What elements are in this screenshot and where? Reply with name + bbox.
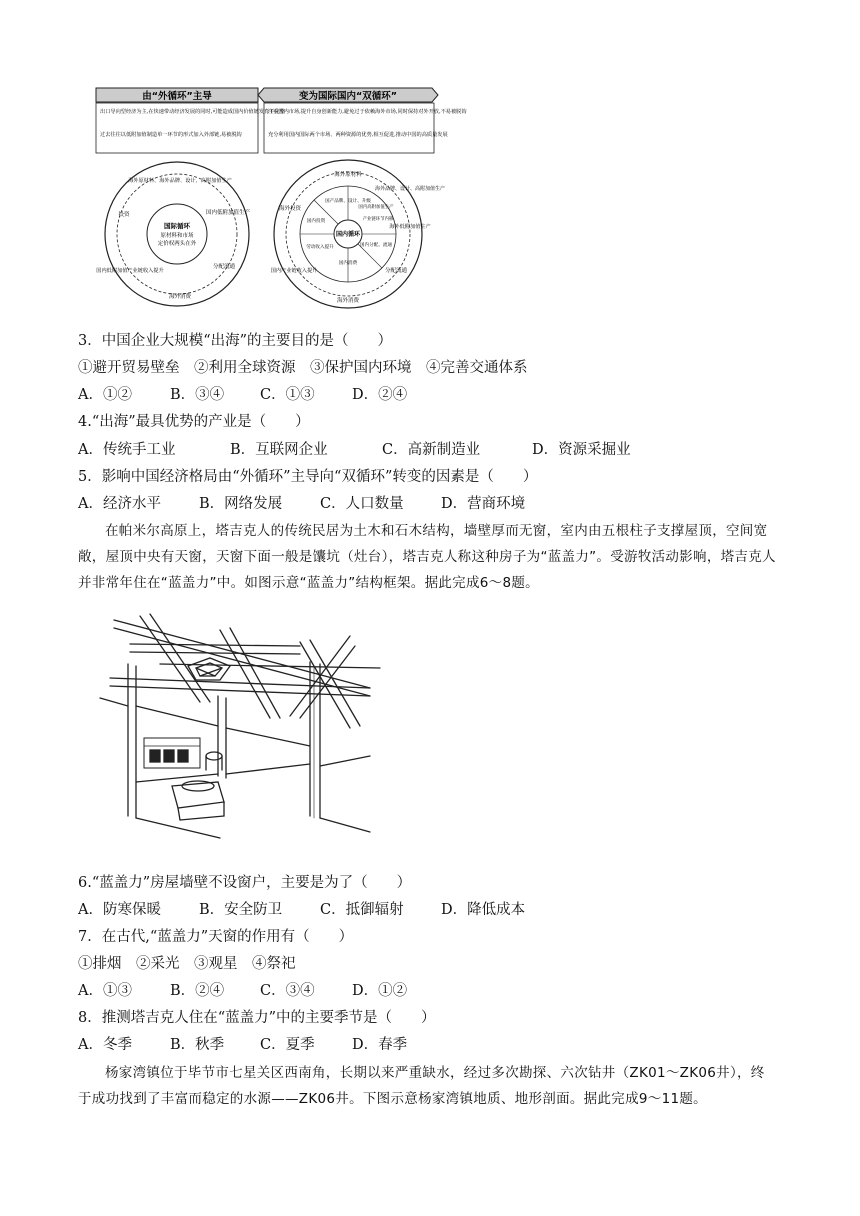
option-b[interactable]: B．网络发展: [199, 496, 283, 512]
right-ring-2: 海外品牌、设计、高附加值生产: [374, 186, 446, 192]
option-b[interactable]: B．③④: [170, 387, 225, 403]
question-4-options: [78, 440, 631, 460]
option-c[interactable]: C．夏季: [260, 1037, 315, 1053]
option-d[interactable]: D．春季: [352, 1037, 408, 1053]
option-a[interactable]: A．经济水平: [78, 496, 161, 512]
left-ring-2: 国内低附加值生产: [205, 210, 251, 216]
right-ring-4: 分配流通: [384, 268, 408, 274]
left-ring-5: 国内低附加值产业链收入提升: [96, 268, 164, 274]
option-d[interactable]: D．降低成本: [441, 902, 526, 918]
option-b[interactable]: B．②④: [170, 983, 225, 999]
right-inner-5: 国内分配、流通: [359, 243, 393, 248]
option-c[interactable]: C．①③: [260, 387, 315, 403]
left-center-3: 定价权两头在外: [157, 241, 197, 247]
option-a[interactable]: A．①②: [78, 387, 132, 403]
left-panel-title: 由“外循环”主导: [142, 91, 212, 102]
question-6-options: [78, 900, 525, 920]
left-center-2: 原材料和市场: [160, 233, 194, 239]
option-d[interactable]: D．①②: [352, 983, 408, 999]
option-d[interactable]: D．②④: [352, 387, 408, 403]
option-a[interactable]: A．①③: [78, 983, 132, 999]
question-7-choices: ①排烟 ②采光 ③观星 ④祭祀: [78, 956, 296, 972]
left-bullet-1: 出口导向型经济为主,在快速带动经济发展的同时,可能造成国内价值链发育不完整: [100, 109, 285, 115]
circulation-diagram: [94, 86, 467, 314]
right-panel-title: 变为国际国内“双循环”: [299, 91, 397, 102]
question-8-stem: 8．推测塔吉克人住在“蓝盖力”中的主要季节是（ ）: [78, 1010, 436, 1026]
right-ring-5: 海外消费: [336, 298, 360, 304]
circulation-diagram-svg: [94, 86, 467, 314]
right-ring-7: 海外投资: [278, 206, 302, 212]
question-7-stem: 7．在古代,“蓝盖力”天窗的作用有（ ）: [78, 929, 354, 945]
option-c[interactable]: C．③④: [260, 983, 315, 999]
question-6-stem: 6.“蓝盖力”房屋墙壁不设窗户，主要是为了（ ）: [78, 875, 412, 891]
question-4-stem: 4.“出海”最具优势的产业是（ ）: [78, 414, 310, 430]
option-c[interactable]: C．人口数量: [320, 496, 404, 512]
option-c[interactable]: C．高新制造业: [382, 442, 481, 458]
question-3-options: [78, 385, 407, 405]
question-5-options: [78, 494, 525, 514]
passage-lanaili: 在帕米尔高原上，塔吉克人的传统民居为土木和石木结构，墙壁厚而无窗，室内由五根柱子支撑屋顶，空间宽敞，屋顶中央有天窗，天窗下面一般是馕坑（灶台），塔吉克人称这种房子为“蓝盖力”。受游牧活动影响，塔吉克人并非常年住在“蓝盖力”中。如图示意“蓝盖力”结构框架。据此完成6～8题。: [78, 523, 776, 591]
right-bullet-2: 充分利用国内国际两个市场、两种资源的优势,相互促进,推动中国的高质量发展: [268, 132, 448, 138]
question-3-choices: ①避开贸易壁垒 ②利用全球资源 ③保护国内环境 ④完善交通体系: [78, 360, 528, 376]
lanaili-frame-svg: [100, 606, 380, 838]
left-ring-1: 海外原材料、海外品牌、设计、高附加值生产: [128, 178, 232, 184]
question-3-stem: 3．中国企业大规模“出海”的主要目的是（ ）: [78, 333, 393, 349]
right-inner-7: 劳动收入提升: [306, 245, 334, 250]
left-ring-3: 分配流通: [212, 264, 236, 270]
right-ring-3: 海外低附加值生产: [389, 224, 431, 230]
question-8-options: [78, 1035, 407, 1055]
option-a[interactable]: A．冬季: [78, 1037, 132, 1053]
question-5-stem: 5．影响中国经济格局由“外循环”主导向“双循环”转变的因素是（ ）: [78, 469, 538, 485]
option-c[interactable]: C．抵御辐射: [320, 902, 404, 918]
right-center: 国内循环: [335, 231, 361, 238]
left-ring-6: 投资: [118, 212, 130, 218]
right-inner-1: 国产品牌、设计、升级: [325, 199, 371, 204]
right-inner-3: 国内投资: [306, 219, 326, 224]
right-inner-2: 国内高附加值生产: [358, 205, 394, 210]
option-d[interactable]: D．营商环境: [441, 496, 526, 512]
option-a[interactable]: A．传统手工业: [78, 442, 176, 458]
option-b[interactable]: B．秋季: [170, 1037, 225, 1053]
lanaili-frame-illustration: [100, 606, 380, 838]
option-b[interactable]: B．互联网企业: [230, 442, 328, 458]
right-inner-4: 产业链环节内移: [362, 217, 394, 222]
passage-yangjiawan: 杨家湾镇位于毕节市七星关区西南角，长期以来严重缺水，经过多次勘探、六次钻井（ZK01～ZK06井），终于成功找到了丰富而稳定的水源——ZK06井。下图示意杨家湾镇地质、地形剖面。据此完成9～11题。: [78, 1065, 765, 1107]
option-a[interactable]: A．防寒保暖: [78, 902, 161, 918]
right-ring-6: 国内产业链收入提升: [270, 268, 318, 274]
question-7-options: [78, 981, 407, 1001]
left-bullet-2: 过去往往以低附加值制造单一环节的形式加入外部链,易被脱钩: [100, 132, 242, 138]
option-d[interactable]: D．资源采掘业: [532, 442, 631, 458]
option-b[interactable]: B．安全防卫: [199, 902, 283, 918]
left-ring-4: 海外消费: [168, 294, 192, 300]
left-center-1: 国际循环: [164, 222, 190, 230]
right-ring-1: 海外原材料: [334, 172, 362, 178]
right-inner-6: 国内消费: [338, 261, 358, 266]
right-bullet-1: 注重国内市场,提升自身创新能力,避免过于依赖海外市场,同时保持对外开放,不易被脱钩: [268, 109, 467, 115]
